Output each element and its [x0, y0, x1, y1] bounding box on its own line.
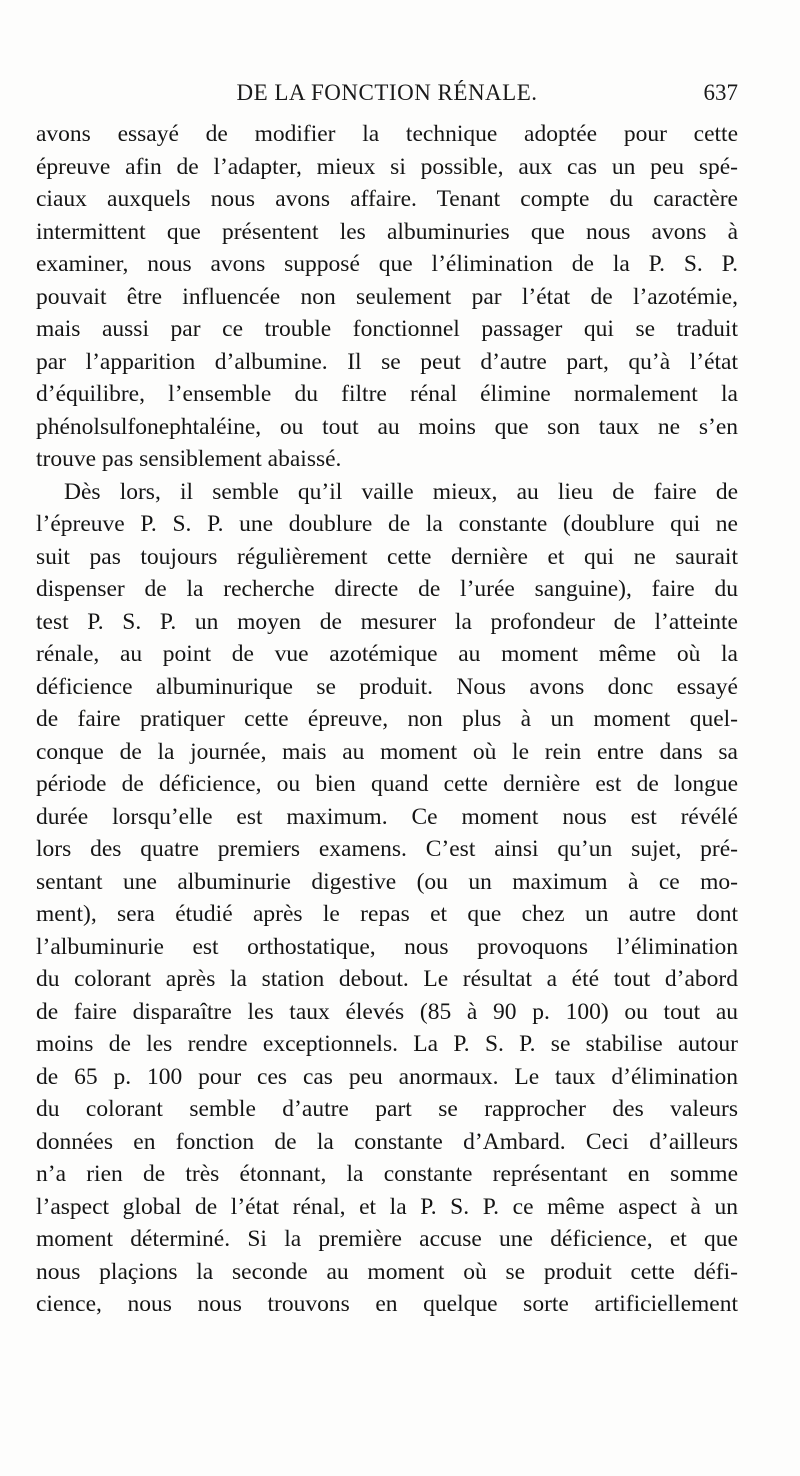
text-line: mais aussi par ce trouble fonctionnel passager qui se traduit [36, 316, 738, 342]
text-line: l’épreuve P. S. P. une doublure de la constante (doublure qui ne [36, 511, 738, 537]
text-line: données en fonction de la constante d’Ambard. Ceci d’ailleurs [36, 1128, 738, 1155]
text-line: pouvait être influencée non seulement par l’état de l’azotémie, [36, 283, 738, 310]
text-line: moins de les rendre exceptionnels. La P. S. P. se stabilise autour [36, 1031, 738, 1057]
running-head [36, 80, 738, 114]
text-line: de 65 p. 100 pour ces cas peu anormaux. Le taux d’élimination [36, 1063, 738, 1090]
text-line: cience, nous nous trouvons en quelque sorte artificiellement [36, 1291, 738, 1317]
text-line: n’a rien de très étonnant, la constante représentant en somme [36, 1161, 738, 1187]
text-line: nous plaçions la seconde au moment où se produit cette défi- [36, 1258, 738, 1285]
text-line: de faire disparaître les taux élevés (85 à 90 p. 100) ou tout au [36, 998, 738, 1025]
text-line: rénale, au point de vue azotémique au moment même où la [36, 641, 738, 667]
text-line: intermittent que présentent les albuminuries que nous avons à [36, 218, 738, 245]
text-line: de faire pratiquer cette épreuve, non plus à un moment quel- [36, 706, 738, 732]
text-line: avons essayé de modifier la technique adoptée pour cette [36, 121, 738, 147]
text-line: test P. S. P. un moyen de mesurer la profondeur de l’atteinte [36, 608, 738, 635]
text-line: sentant une albuminurie digestive (ou un maximum à ce mo- [36, 868, 738, 895]
text-line: suit pas toujours régulièrement cette dernière et qui ne saurait [36, 543, 738, 570]
text-line: conque de la journée, mais au moment où le rein entre dans sa [36, 738, 738, 765]
text-line: ment), sera étudié après le repas et que chez un autre dont [36, 901, 738, 927]
text-line: épreuve afin de l’adapter, mieux si possible, aux cas un peu spé- [36, 153, 738, 180]
text-line: moment déterminé. Si la première accuse une déficience, et que [36, 1226, 738, 1252]
body-text [36, 118, 738, 1321]
text-line: trouve pas sensiblement abaissé. [36, 446, 342, 472]
text-line: phénolsulfonephtaléine, ou tout au moins que son taux ne s’en [36, 413, 738, 440]
paragraph [36, 118, 738, 476]
text-line: l’albuminurie est orthostatique, nous provoquons l’élimination [36, 933, 738, 960]
text-line: l’aspect global de l’état rénal, et la P. S. P. ce même aspect à un [36, 1193, 738, 1220]
text-line: lors des quatre premiers examens. C’est ainsi qu’un sujet, pré- [36, 836, 738, 862]
text-line: examiner, nous avons supposé que l’élimination de la P. S. P. [36, 251, 738, 277]
text-line: période de déficience, ou bien quand cette dernière est de longue [36, 771, 738, 797]
paragraph [36, 476, 738, 1321]
text-line: Dès lors, il semble qu’il vaille mieux, au lieu de faire de [64, 478, 738, 505]
text-line: déficience albuminurique se produit. Nous avons donc essayé [36, 673, 738, 700]
text-line: d’équilibre, l’ensemble du filtre rénal élimine normalement la [36, 381, 738, 407]
text-line: par l’apparition d’albumine. Il se peut d’autre part, qu’à l’état [36, 348, 738, 375]
text-line: du colorant semble d’autre part se rapprocher des valeurs [36, 1096, 738, 1122]
text-line: du colorant après la station debout. Le résultat a été tout d’abord [36, 966, 738, 992]
text-line: durée lorsqu’elle est maximum. Ce moment nous est révélé [36, 803, 738, 830]
running-title: DE LA FONCTION RÉNALE. [236, 80, 538, 105]
text-line: ciaux auxquels nous avons affaire. Tenant compte du caractère [36, 186, 738, 212]
page-number: 637 [703, 80, 738, 105]
text-line: dispenser de la recherche directe de l’urée sanguine), faire du [36, 576, 738, 602]
